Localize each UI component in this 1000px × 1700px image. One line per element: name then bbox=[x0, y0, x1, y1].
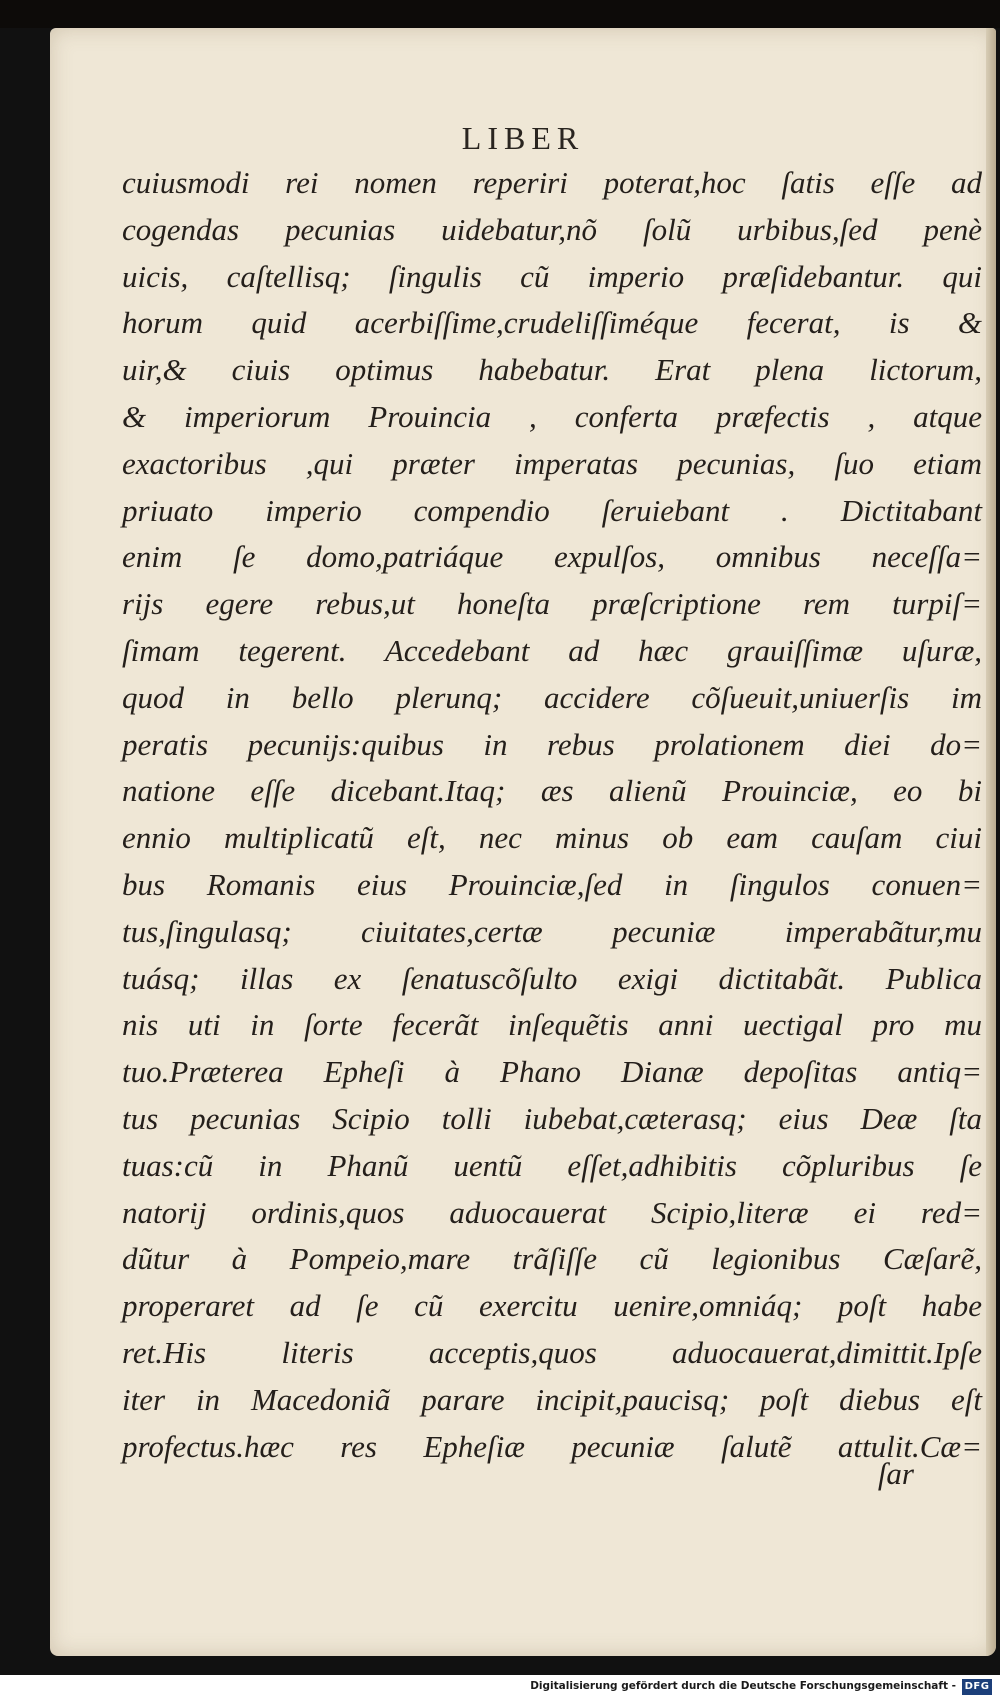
text-line: profectus.hæc res Epheſiæ pecuniæ ſalutẽ attulit.Cæ= bbox=[122, 1428, 982, 1464]
text-line: peratis pecunijs:quibus in rebus prolationem diei do= bbox=[122, 726, 982, 762]
digitization-footer bbox=[0, 1675, 1000, 1700]
text-line: exactoribus ,qui præter imperatas pecunias, ſuo etiam bbox=[122, 445, 982, 481]
text-line: tuo.Præterea Epheſi à Phano Dianæ depoſitas antiq= bbox=[122, 1054, 982, 1090]
text-line: properaret ad ſe cũ exercitu uenire,omniáq; poſt habe bbox=[122, 1288, 982, 1324]
catchword: ſar bbox=[877, 1456, 914, 1491]
text-line: enim ſe domo,patriáque expulſos, omnibus neceſſa= bbox=[122, 539, 982, 575]
body-text bbox=[122, 160, 982, 1470]
text-line: rijs egere rebus,ut honeſta præſcriptione rem turpiſ= bbox=[122, 586, 982, 622]
text-line: tuásq; illas ex ſenatuscõſulto exigi dictitabãt. Publica bbox=[122, 960, 982, 996]
text-line: cogendas pecunias uidebatur,nõ ſolũ urbibus,ſed penè bbox=[122, 211, 982, 247]
text-line: natione eſſe dicebant.Itaq; æs alienũ Prouinciæ, eo bi bbox=[122, 773, 982, 809]
dfg-logo-icon: DFG bbox=[962, 1679, 992, 1695]
text-line: ret.His literis acceptis,quos aduocauerat,dimittit.Ipſe bbox=[122, 1334, 982, 1370]
text-line: cuiusmodi rei nomen reperiri poterat,hoc ſatis eſſe ad bbox=[122, 165, 982, 200]
text-line: bus Romanis eius Prouinciæ,ſed in ſingulos conuen= bbox=[122, 866, 982, 902]
text-line: ſimam tegerent. Accedebant ad hæc grauiſſimæ uſuræ, bbox=[122, 632, 982, 668]
text-line: uicis, caſtellisq; ſingulis cũ imperio præſidebantur. qui bbox=[122, 258, 982, 294]
book-page bbox=[50, 28, 996, 1656]
text-line: horum quid acerbiſſime,crudeliſſiméque fecerat, is & bbox=[122, 305, 982, 341]
page-edge bbox=[986, 28, 996, 1656]
text-line: uir,& ciuis optimus habebatur. Erat plena lictorum, bbox=[122, 352, 982, 388]
funding-credit: Digitalisierung gefördert durch die Deutsche Forschungsgemeinschaft - bbox=[530, 1680, 956, 1692]
text-line: dũtur à Pompeio,mare trãſiſſe cũ legionibus Cæſarẽ, bbox=[122, 1241, 982, 1277]
text-line: & imperiorum Prouincia , conferta præfectis , atque bbox=[122, 398, 982, 434]
running-head: LIBER bbox=[461, 120, 585, 156]
text-line: priuato imperio compendio ſeruiebant . Dictitabant bbox=[122, 492, 982, 528]
text-line: tuas:cũ in Phanũ uentũ eſſet,adhibitis cõpluribus ſe bbox=[122, 1147, 982, 1183]
text-line: tus pecunias Scipio tolli iubebat,cæterasq; eius Deæ ſta bbox=[122, 1100, 982, 1136]
text-line: ennio multiplicatũ eſt, nec minus ob eam cauſam ciui bbox=[122, 820, 982, 856]
text-line: natorij ordinis,quos aduocauerat Scipio,literæ ei red= bbox=[122, 1194, 982, 1230]
text-line: tus,ſingulasq; ciuitates,certæ pecuniæ imperabãtur,mu bbox=[122, 913, 982, 949]
scan-background bbox=[0, 0, 1000, 28]
text-line: iter in Macedoniã parare incipit,paucisq; poſt diebus eſt bbox=[122, 1381, 982, 1417]
text-line: nis uti in ſorte fecerãt inſequẽtis anni uectigal pro mu bbox=[122, 1007, 982, 1043]
text-line: quod in bello plerunq; accidere cõſueuit,uniuerſis im bbox=[122, 679, 982, 715]
